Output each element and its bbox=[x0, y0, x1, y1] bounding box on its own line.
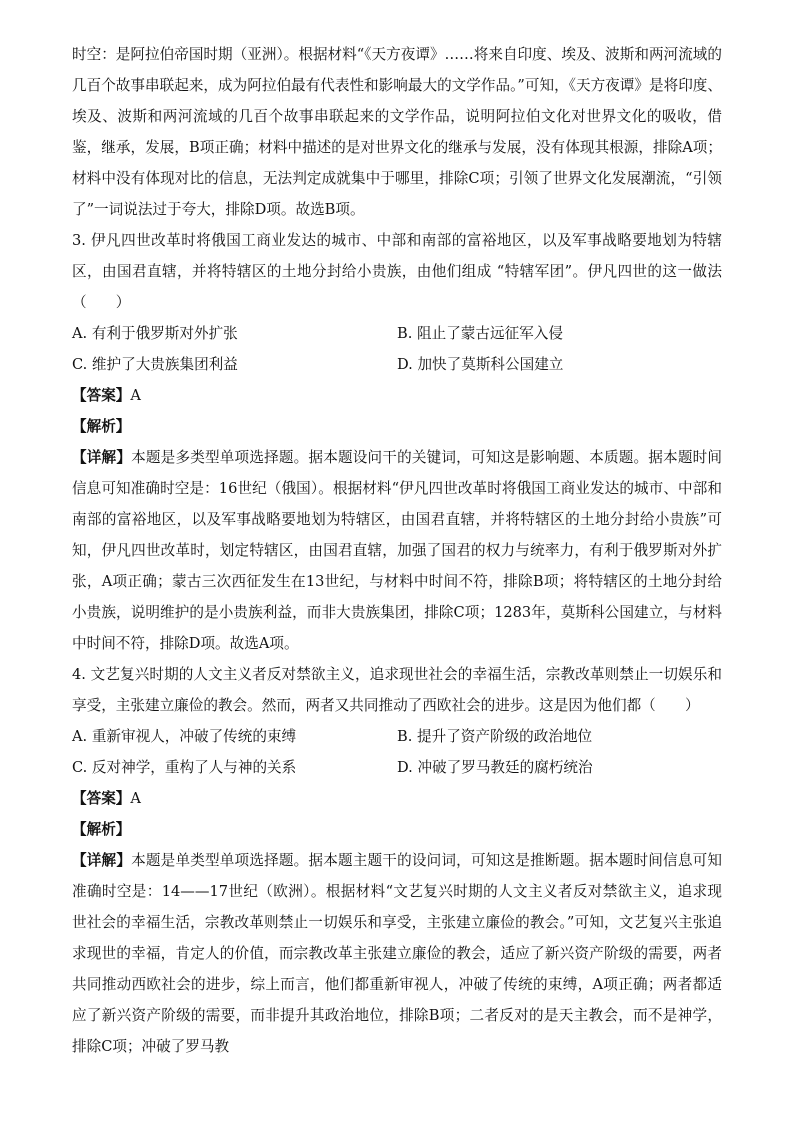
option-d: D. 冲破了罗马教廷的腐朽统治 bbox=[397, 759, 593, 776]
detail-paragraph bbox=[72, 442, 722, 659]
options-grid bbox=[72, 721, 722, 783]
question-stem: 3. 伊凡四世改革时将俄国工商业发达的城市、中部和南部的富裕地区，以及军事战略要地划为特辖区，由国君直辖，并将特辖区的土地分封给小贵族，由他们组成 “特辖军团”。伊凡四世的这一做法（ ） bbox=[72, 232, 722, 311]
option-a: A. 重新审视人，冲破了传统的束缚 bbox=[72, 728, 297, 745]
option-c: C. 反对神学，重构了人与神的关系 bbox=[72, 759, 297, 776]
question-4 bbox=[72, 659, 722, 1062]
options-grid bbox=[72, 318, 722, 380]
question-3 bbox=[72, 225, 722, 659]
option-b: B. 提升了资产阶级的政治地位 bbox=[397, 728, 593, 745]
analysis-line bbox=[72, 411, 722, 442]
analysis-tag: 【解析】 bbox=[72, 821, 131, 838]
detail-text: 本题是单类型单项选择题。据本题主题干的设问词，可知这是推断题。据本题时间信息可知准确时空是：14——17世纪（欧洲）。根据材料“文艺复兴时期的人文主义者反对禁欲主义，追求现世社会的幸福生活，宗教改革则禁止一切娱乐和享受，主张建立廉俭的教会。”可知，文艺复兴主张追求现世的幸福，肯定人的价值，而宗教改革主张建立廉俭的教会，适应了新兴资产阶级的需要，两者共同推动西欧社会的进步，综上而言，他们都重新审视人，冲破了传统的束缚，A项正确；两者都适应了新兴资产阶级的需要，而非提升其政治地位，排除B项；二者反对的是天主教会，而不是神学，排除C项；冲破了罗马教 bbox=[72, 852, 722, 1055]
answer-tag: 【答案】 bbox=[72, 790, 131, 807]
page-content bbox=[72, 39, 722, 1062]
option-a: A. 有利于俄罗斯对外扩张 bbox=[72, 325, 238, 342]
option-d: D. 加快了莫斯科公国建立 bbox=[397, 356, 564, 373]
option-b: B. 阻止了蒙古远征军入侵 bbox=[397, 325, 563, 342]
detail-paragraph bbox=[72, 845, 722, 1062]
option-c: C. 维护了大贵族集团利益 bbox=[72, 356, 238, 373]
question-stem: 4. 文艺复兴时期的人文主义者反对禁欲主义，追求现世社会的幸福生活，宗教改革则禁止一切娱乐和享受，主张建立廉俭的教会。然而，两者又共同推动了西欧社会的进步。这是因为他们都（ ） bbox=[72, 666, 722, 714]
intro-paragraph: 时空：是阿拉伯帝国时期（亚洲）。根据材料“《天方夜谭》……将来自印度、埃及、波斯和两河流域的几百个故事串联起来，成为阿拉伯最有代表性和影响最大的文学作品。”可知，《天方夜谭》是将印度、埃及、波斯和两河流域的几百个故事串联起来的文学作品，说明阿拉伯文化对世界文化的吸收，借鉴，继承，发展，B项正确；材料中描述的是对世界文化的继承与发展，没有体现其根源，排除A项；材料中没有体现对比的信息，无法判定成就集中于哪里，排除C项；引领了世界文化发展潮流，“引领了”一词说法过于夸大，排除D项。故选B项。 bbox=[72, 46, 722, 218]
detail-tag: 【详解】 bbox=[72, 449, 132, 466]
answer-line bbox=[72, 380, 722, 411]
analysis-tag: 【解析】 bbox=[72, 418, 131, 435]
analysis-line bbox=[72, 814, 722, 845]
answer-line bbox=[72, 783, 722, 814]
answer-tag: 【答案】 bbox=[72, 387, 131, 404]
answer-value: A bbox=[130, 387, 141, 404]
answer-value: A bbox=[130, 790, 141, 807]
detail-tag: 【详解】 bbox=[72, 852, 132, 869]
detail-text: 本题是多类型单项选择题。据本题设问干的关键词，可知这是影响题、本质题。据本题时间信息可知准确时空是：16世纪（俄国）。根据材料“伊凡四世改革时将俄国工商业发达的城市、中部和南部的富裕地区，以及军事战略要地划为特辖区，由国君直辖，并将特辖区的土地分封给小贵族”可知，伊凡四世改革时，划定特辖区，由国君直辖，加强了国君的权力与统率力，有利于俄罗斯对外扩张，A项正确；蒙古三次西征发生在13世纪，与材料中时间不符，排除B项；将特辖区的土地分封给小贵族，说明维护的是小贵族利益，而非大贵族集团，排除C项；1283年，莫斯科公国建立，与材料中时间不符，排除D项。故选A项。 bbox=[72, 449, 722, 652]
